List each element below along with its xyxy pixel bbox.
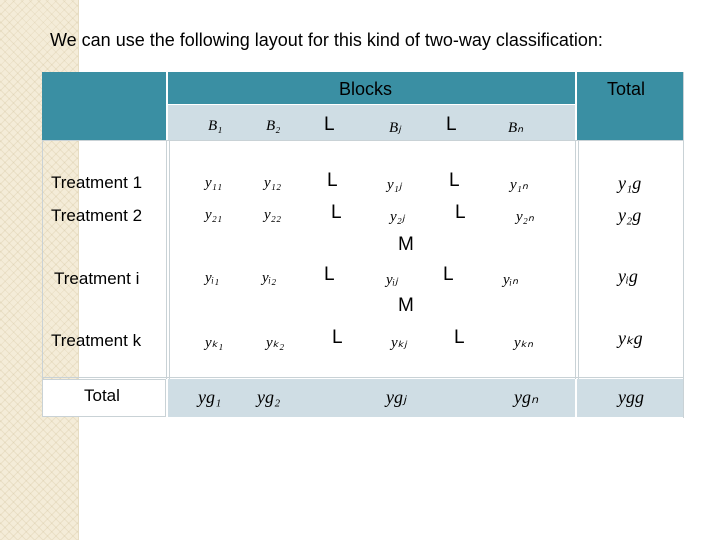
- table-cell-ellipsis: L: [331, 202, 342, 223]
- column-total-cell: yg₁: [198, 387, 222, 407]
- row-label-treatment-2: Treatment 2: [51, 206, 143, 225]
- block-label-b2: B₂: [266, 118, 281, 134]
- block-label-bj: Bⱼ: [389, 120, 401, 136]
- table-cell: yₖ₂: [266, 335, 285, 351]
- table-cell: y₂₂: [264, 207, 282, 223]
- table-cell: yᵢ₂: [262, 270, 277, 286]
- table-cell: yᵢⱼ: [386, 272, 398, 288]
- grid-line: [683, 72, 684, 418]
- grid-line: [42, 140, 683, 141]
- table-cell: y₁ⱼ: [387, 177, 402, 193]
- grid-line: [42, 140, 43, 379]
- vertical-ellipsis: M: [398, 295, 414, 316]
- table-cell-ellipsis: L: [332, 327, 343, 348]
- table-cell-ellipsis: L: [449, 170, 460, 191]
- table-cell: y₁₂: [264, 175, 282, 191]
- table-cell: yᵢ₁: [205, 270, 220, 286]
- grid-line: [578, 140, 579, 379]
- row-label-total: Total: [84, 386, 120, 405]
- table-cell-ellipsis: L: [324, 264, 335, 285]
- grid-line: [166, 140, 167, 379]
- vertical-ellipsis: M: [398, 234, 414, 255]
- table-cell: y₂ₙ: [516, 209, 534, 225]
- row-label-treatment-k: Treatment k: [51, 331, 142, 350]
- column-total-cell: yg₂: [257, 387, 281, 407]
- grid-line: [575, 140, 576, 379]
- table-cell-ellipsis: L: [455, 202, 466, 223]
- table-cell: yₖⱼ: [391, 335, 407, 351]
- row-total-cell: yₖg: [618, 328, 643, 348]
- row-total-cell: y₂g: [618, 205, 642, 225]
- block-label-bn: Bₙ: [508, 120, 524, 136]
- grand-total-value: ygg: [618, 387, 644, 407]
- blocks-header: Blocks: [339, 79, 393, 99]
- table-cell-ellipsis: L: [454, 327, 465, 348]
- table-cell: y₂₁: [205, 207, 223, 223]
- row-total-cell: y₁g: [618, 173, 642, 193]
- header-corner-cell: [42, 72, 166, 140]
- slide-heading: We can use the following layout for this kind of two-way classification:: [50, 30, 603, 50]
- table-cell: y₁ₙ: [510, 177, 528, 193]
- column-total-cell: ygⱼ: [386, 387, 407, 407]
- table-cell: yₖₙ: [514, 335, 534, 351]
- table-cell-ellipsis: L: [443, 264, 454, 285]
- table-cell-ellipsis: L: [327, 170, 338, 191]
- row-label-treatment-i: Treatment i: [54, 269, 140, 288]
- row-total-cell: yᵢg: [618, 266, 638, 286]
- total-header: Total: [607, 79, 646, 99]
- grid-line: [42, 377, 683, 378]
- column-total-cell: ygₙ: [514, 387, 539, 407]
- table-cell: y₁₁: [205, 175, 223, 191]
- grid-line: [169, 140, 170, 379]
- block-label-ellipsis: L: [324, 114, 335, 135]
- block-label-ellipsis: L: [446, 114, 457, 135]
- table-cell: y₂ⱼ: [390, 209, 405, 225]
- row-label-treatment-1: Treatment 1: [51, 173, 143, 192]
- table-cell: yₖ₁: [205, 335, 224, 351]
- block-label-b1: B₁: [208, 118, 223, 134]
- table-cell: yᵢₙ: [503, 272, 519, 288]
